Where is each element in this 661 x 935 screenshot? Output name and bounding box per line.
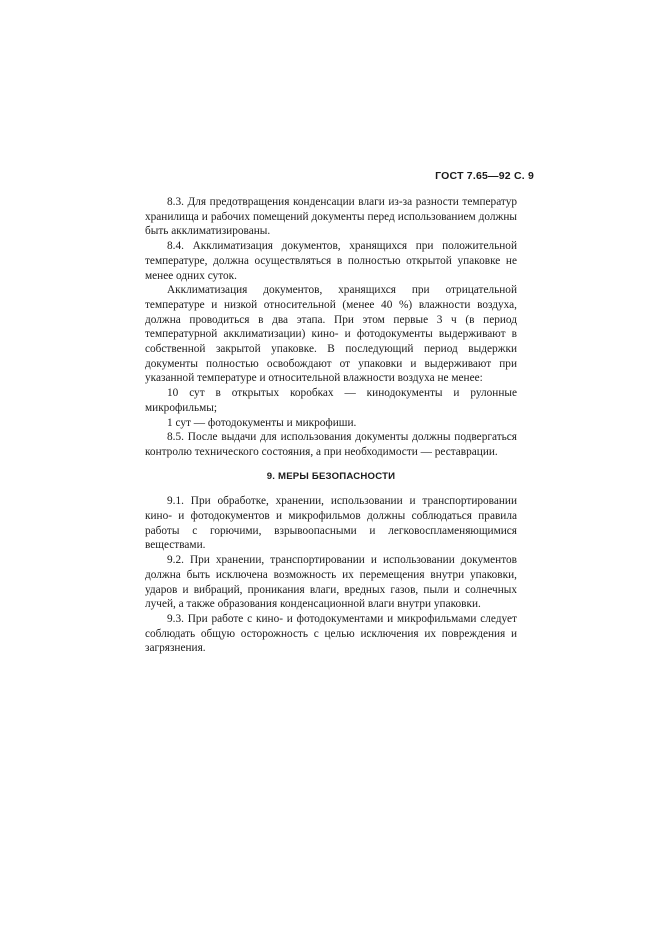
list-item-kinodocuments: 10 сут в открытых коробках — кинодокументы и рулонные микрофильмы; [145, 387, 517, 414]
paragraph-8-5: 8.5. После выдачи для использования документы должны подвергаться контролю технического состояния, а при необходимости — реставрации. [145, 431, 517, 458]
paragraph-9-3: 9.3. При работе с кино- и фотодокументами и микрофильмами следует соблюдать общую осторожность с целью исключения их повреждения и загрязнения. [145, 612, 517, 655]
paragraph-8-3: 8.3. Для предотвращения конденсации влаги из-за разности температур хранилища и рабочих помещений документы перед использованием должны быть акклиматизированы. [145, 196, 517, 238]
paragraph-8-4-continued: Акклиматизация документов, хранящихся при отрицательной температуре и низкой относительной (менее 40 %) влажности воздуха, должна проводиться в два этапа. При этом первые 3 ч (в период температурной акклиматизации) кино- и фотодокументы выдерживают в собственной закрытой упаковке. В последующий период выдержки документы полностью освобождают от упаковки и выдерживают при указанной температуре и относительной влажности воздуха не менее: [145, 284, 517, 385]
page-header-reference: ГОСТ 7.65—92 С. 9 [435, 170, 534, 182]
document-body [145, 195, 517, 656]
paragraph-9-1: 9.1. При обработке, хранении, использовании и транспортировании кино- и фотодокументов и микрофильмов должны соблюдаться правила работы с горючими, взрывоопасными и легковоспламеняющимися веществами. [145, 495, 517, 552]
list-item-photodocuments: 1 сут — фотодокументы и микрофиши. [167, 416, 357, 429]
section-title: 9. МЕРЫ БЕЗОПАСНОСТИ [266, 470, 396, 482]
paragraph-9-2: 9.2. При хранении, транспортировании и использовании документов должна быть исключена возможность их перемещения внутри упаковки, ударов и вибраций, проникания влаги, вредных газов, пыли и солнечных лучей, а также образования конденсационной влаги внутри упаковки. [145, 554, 517, 611]
paragraph-8-4: 8.4. Акклиматизация документов, хранящихся при положительной температуре, должна осуществляться в полностью открытой упаковке не менее одних суток. [145, 240, 517, 282]
